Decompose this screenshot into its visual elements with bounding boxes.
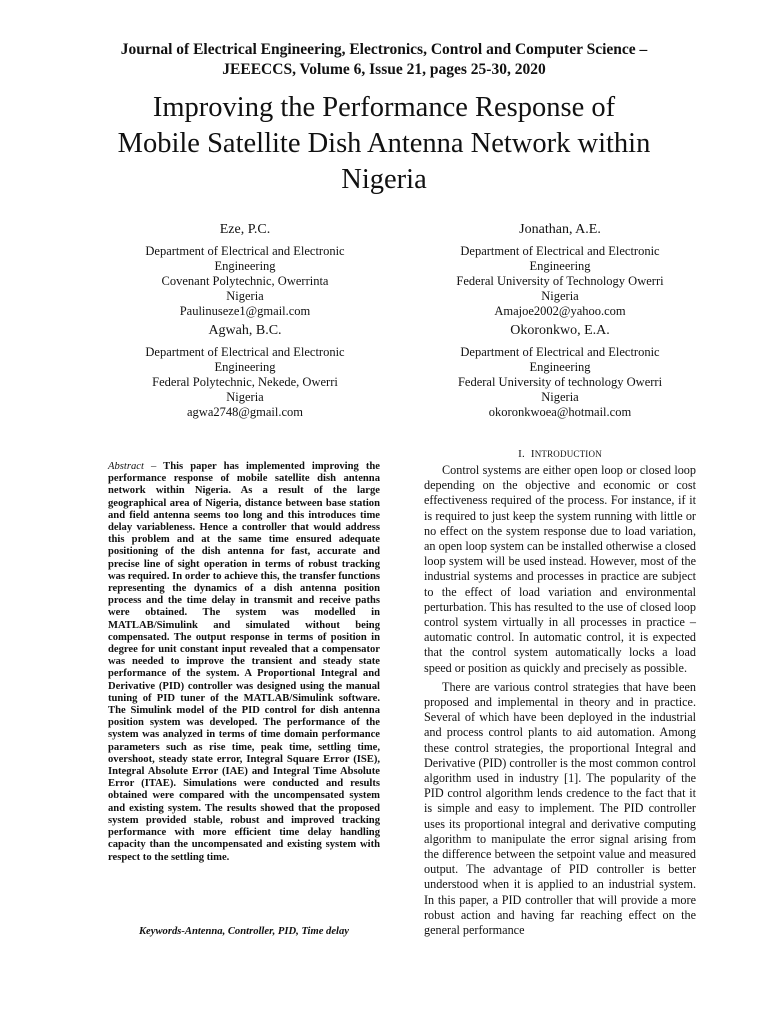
author-country: Nigeria bbox=[226, 289, 264, 303]
author-department: Department of Electrical and Electronic bbox=[460, 244, 660, 258]
author-block bbox=[95, 322, 395, 420]
author-institution: Federal University of technology Owerri bbox=[457, 375, 663, 389]
abstract bbox=[108, 461, 380, 864]
author-department: Engineering bbox=[529, 259, 591, 273]
section-first-letter: I bbox=[530, 448, 535, 460]
author-institution: Federal University of Technology Owerri bbox=[456, 274, 664, 288]
author-email: agwa2748@gmail.com bbox=[187, 405, 303, 419]
abstract-lead: Abstract – bbox=[108, 461, 157, 472]
paragraph: Control systems are either open loop or closed loop depending on the objective and economic or cost effectiveness required of the process. For instance, if it is required to just keep the system running with little or no effect on the system response due to load variation, an open loop system can be installed otherwise a closed loop system will be used instead. However, most of the industrial systems and processes in practice are subject to the effect of load variation and environmental perturbation. This has resulted to the use of closed loop control system virtually in all processes in practice –automatic control. In automatic control, it is expected that the control system automatically locks a load speed or position as quickly and precisely as possible. bbox=[424, 463, 696, 675]
section-number: I. bbox=[518, 448, 525, 460]
author-name: Eze, P.C. bbox=[219, 222, 271, 237]
author-institution: Covenant Polytechnic, Owerrinta bbox=[161, 274, 329, 288]
keywords: Keywords-Antenna, Controller, PID, Time delay bbox=[138, 926, 350, 937]
author-name: Agwah, B.C. bbox=[208, 323, 282, 338]
author-block bbox=[410, 322, 710, 420]
author-department: Department of Electrical and Electronic bbox=[145, 345, 345, 359]
author-email: okoronkwoea@hotmail.com bbox=[488, 405, 632, 419]
author-block bbox=[410, 221, 710, 319]
author-institution: Federal Polytechnic, Nekede, Owerri bbox=[152, 375, 338, 389]
author-block bbox=[95, 221, 395, 319]
title-line-3: Nigeria bbox=[341, 164, 427, 195]
section-heading bbox=[424, 448, 696, 460]
title-line-2: Mobile Satellite Dish Antenna Network within bbox=[117, 128, 651, 159]
author-department: Engineering bbox=[529, 360, 591, 374]
abstract-body: This paper has implemented improving the performance response of mobile satellite dish antenna network within Nigeria. As a result of the large geographical area of Nigeria, distance between base station and field antenna seems too long and this introduces time delay variableness. Hence a controller that would address this problem and at the same time ensured adequate positioning of the dish antenna for fast, accurate and precise line of sight operation in terms of robust tracking was required. In order to achieve this, the transfer functions representing the dynamics of a dish antenna position process and the time delay in transmit and receive paths were obtained. The system was modelled in MATLAB/Simulink and simulated without being compensated. The output response in terms of position in degree for unit constant input revealed that a compensator was needed to improve the transient and steady state performance of the system. A Proportional Integral and Derivative (PID) controller was designed using the manual tuning of PID tuner of the MATLAB/Simulink software. The Simulink model of the PID control for dish antenna position system was developed. The performance of the system was analyzed in terms of time domain performance parameters such as rise time, peak time, settling time, overshoot, steady state error, Integral Square Error (ISE), Integral Absolute Error (IAE) and Integral Time Absolute Error (ITAE). Simulations were conducted and results obtained were compared with the uncompensated system and existing system. The results showed that the proposed system provided stable, robust and improved tracking performance with more efficient time delay handling capacity than the uncompensated and existing system with respect to the settling time. bbox=[108, 461, 380, 863]
introduction-text bbox=[424, 463, 696, 942]
journal-line-1: Journal of Electrical Engineering, Electronics, Control and Computer Science – bbox=[120, 41, 648, 58]
title-line-1: Improving the Performance Response of bbox=[152, 92, 616, 123]
author-department: Department of Electrical and Electronic bbox=[460, 345, 660, 359]
paper-title bbox=[0, 90, 768, 198]
author-email: Paulinuseze1@gmail.com bbox=[179, 304, 311, 318]
author-name: Jonathan, A.E. bbox=[519, 222, 601, 237]
author-country: Nigeria bbox=[541, 390, 579, 404]
author-department: Department of Electrical and Electronic bbox=[145, 244, 345, 258]
author-department: Engineering bbox=[214, 360, 276, 374]
journal-header bbox=[0, 40, 768, 80]
section-title-rest: NTRODUCTION bbox=[534, 449, 602, 459]
author-department: Engineering bbox=[214, 259, 276, 273]
author-email: Amajoe2002@yahoo.com bbox=[494, 304, 626, 318]
paragraph: There are various control strategies that have been proposed and implemental in theory and in practice. Several of which have been deployed in the industrial and process control plants to aid automation. Among these control strategies, the proportional Integral and Derivative (PID) controller is the most common control algorithm used in industry [1]. The popularity of the PID control algorithm lends credence to the fact that it is simple and easy to implement. The PID controller uses its proportional integral and derivative computing algorithm to manipulate the error signal arising from the difference between the setpoint value and measured output. The advantage of PID controller is better understood when it is applied to an industrial system. In this paper, a PID controller that will provide a more robust action and having far reaching effect on the general performance bbox=[424, 679, 696, 938]
author-country: Nigeria bbox=[226, 390, 264, 404]
author-country: Nigeria bbox=[541, 289, 579, 303]
journal-line-2: JEEECCS, Volume 6, Issue 21, pages 25-30, 2020 bbox=[222, 61, 546, 78]
author-name: Okoronkwo, E.A. bbox=[510, 323, 610, 338]
